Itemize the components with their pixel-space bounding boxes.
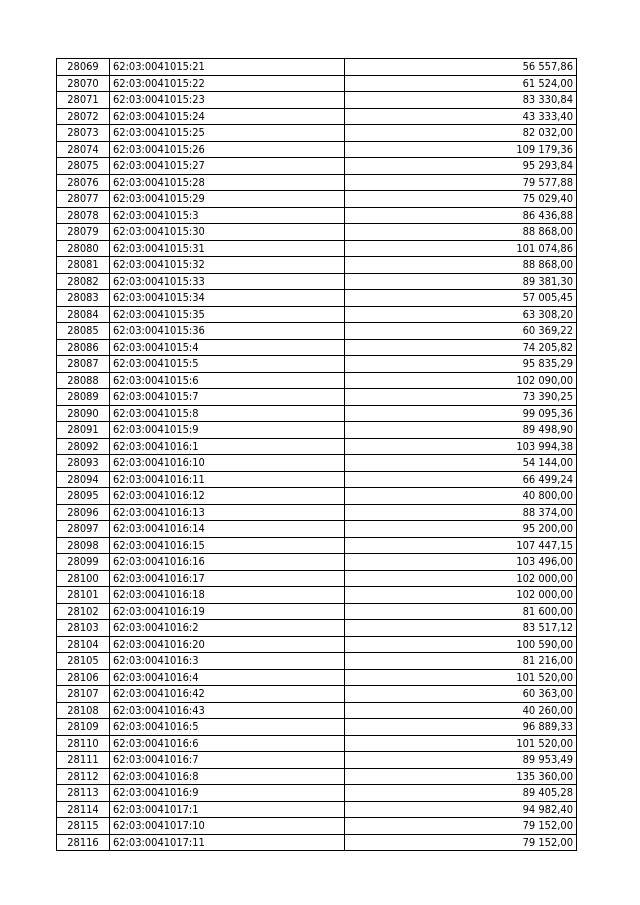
cadastral-value-cell: 88 868,00	[345, 224, 577, 241]
table-row	[57, 356, 577, 373]
cadastral-number-cell: 62:03:0041017:10	[110, 818, 345, 835]
cadastral-value-cell: 89 498,90	[345, 422, 577, 439]
cadastral-value-cell: 107 447,15	[345, 537, 577, 554]
table-row	[57, 306, 577, 323]
cadastral-number-cell: 62:03:0041015:27	[110, 158, 345, 175]
cadastral-value-cell: 81 600,00	[345, 603, 577, 620]
cadastral-number-cell: 62:03:0041016:12	[110, 488, 345, 505]
table-body	[57, 59, 577, 851]
cadastral-number-cell: 62:03:0041016:5	[110, 719, 345, 736]
table-row	[57, 752, 577, 769]
cadastral-value-cell: 101 520,00	[345, 669, 577, 686]
cadastral-number-cell: 62:03:0041015:34	[110, 290, 345, 307]
table-row	[57, 653, 577, 670]
cadastral-number-cell: 62:03:0041016:17	[110, 570, 345, 587]
table-row	[57, 686, 577, 703]
cadastral-value-cell: 95 200,00	[345, 521, 577, 538]
row-number-cell: 28102	[57, 603, 110, 620]
table-row	[57, 174, 577, 191]
row-number-cell: 28071	[57, 92, 110, 109]
cadastral-number-cell: 62:03:0041016:15	[110, 537, 345, 554]
cadastral-value-cell: 60 363,00	[345, 686, 577, 703]
table-row	[57, 224, 577, 241]
row-number-cell: 28073	[57, 125, 110, 142]
cadastral-value-cell: 89 381,30	[345, 273, 577, 290]
cadastral-number-cell: 62:03:0041016:10	[110, 455, 345, 472]
table-row	[57, 59, 577, 76]
table-row	[57, 504, 577, 521]
cadastral-value-cell: 56 557,86	[345, 59, 577, 76]
cadastral-value-cell: 82 032,00	[345, 125, 577, 142]
row-number-cell: 28094	[57, 471, 110, 488]
row-number-cell: 28101	[57, 587, 110, 604]
table-row	[57, 818, 577, 835]
cadastral-value-cell: 74 205,82	[345, 339, 577, 356]
cadastral-number-cell: 62:03:0041015:36	[110, 323, 345, 340]
cadastral-number-cell: 62:03:0041015:7	[110, 389, 345, 406]
row-number-cell: 28074	[57, 141, 110, 158]
cadastral-number-cell: 62:03:0041015:26	[110, 141, 345, 158]
cadastral-value-cell: 83 330,84	[345, 92, 577, 109]
row-number-cell: 28112	[57, 768, 110, 785]
cadastral-number-cell: 62:03:0041015:29	[110, 191, 345, 208]
row-number-cell: 28104	[57, 636, 110, 653]
cadastral-number-cell: 62:03:0041016:42	[110, 686, 345, 703]
cadastral-value-cell: 103 994,38	[345, 438, 577, 455]
cadastral-value-cell: 66 499,24	[345, 471, 577, 488]
cadastral-number-cell: 62:03:0041016:9	[110, 785, 345, 802]
row-number-cell: 28081	[57, 257, 110, 274]
table-row	[57, 372, 577, 389]
cadastral-value-cell: 79 577,88	[345, 174, 577, 191]
cadastral-value-cell: 103 496,00	[345, 554, 577, 571]
table-row	[57, 455, 577, 472]
cadastral-number-cell: 62:03:0041015:6	[110, 372, 345, 389]
cadastral-value-cell: 61 524,00	[345, 75, 577, 92]
cadastral-value-cell: 40 800,00	[345, 488, 577, 505]
cadastral-value-cell: 94 982,40	[345, 801, 577, 818]
row-number-cell: 28077	[57, 191, 110, 208]
row-number-cell: 28089	[57, 389, 110, 406]
row-number-cell: 28092	[57, 438, 110, 455]
table-row	[57, 471, 577, 488]
table-row	[57, 636, 577, 653]
cadastral-value-cell: 75 029,40	[345, 191, 577, 208]
table-row	[57, 768, 577, 785]
row-number-cell: 28083	[57, 290, 110, 307]
row-number-cell: 28080	[57, 240, 110, 257]
row-number-cell: 28103	[57, 620, 110, 637]
row-number-cell: 28087	[57, 356, 110, 373]
cadastral-number-cell: 62:03:0041015:24	[110, 108, 345, 125]
cadastral-value-cell: 73 390,25	[345, 389, 577, 406]
cadastral-number-cell: 62:03:0041015:22	[110, 75, 345, 92]
cadastral-number-cell: 62:03:0041016:3	[110, 653, 345, 670]
row-number-cell: 28078	[57, 207, 110, 224]
row-number-cell: 28088	[57, 372, 110, 389]
table-row	[57, 554, 577, 571]
cadastral-value-cell: 95 835,29	[345, 356, 577, 373]
table-row	[57, 158, 577, 175]
row-number-cell: 28097	[57, 521, 110, 538]
row-number-cell: 28069	[57, 59, 110, 76]
cadastral-value-cell: 102 090,00	[345, 372, 577, 389]
cadastral-number-cell: 62:03:0041016:16	[110, 554, 345, 571]
table-row	[57, 290, 577, 307]
row-number-cell: 28105	[57, 653, 110, 670]
cadastral-value-cell: 96 889,33	[345, 719, 577, 736]
row-number-cell: 28072	[57, 108, 110, 125]
cadastral-number-cell: 62:03:0041016:1	[110, 438, 345, 455]
cadastral-number-cell: 62:03:0041015:4	[110, 339, 345, 356]
cadastral-number-cell: 62:03:0041016:8	[110, 768, 345, 785]
cadastral-number-cell: 62:03:0041015:21	[110, 59, 345, 76]
cadastral-value-cell: 79 152,00	[345, 818, 577, 835]
cadastral-value-cell: 102 000,00	[345, 570, 577, 587]
cadastral-value-cell: 99 095,36	[345, 405, 577, 422]
cadastral-number-cell: 62:03:0041016:13	[110, 504, 345, 521]
row-number-cell: 28111	[57, 752, 110, 769]
cadastral-value-cell: 43 333,40	[345, 108, 577, 125]
cadastral-value-cell: 57 005,45	[345, 290, 577, 307]
table-row	[57, 669, 577, 686]
table-row	[57, 240, 577, 257]
table-row	[57, 801, 577, 818]
cadastral-value-cell: 40 260,00	[345, 702, 577, 719]
table-row	[57, 339, 577, 356]
cadastral-value-cell: 63 308,20	[345, 306, 577, 323]
table-row	[57, 438, 577, 455]
table-row	[57, 603, 577, 620]
row-number-cell: 28113	[57, 785, 110, 802]
cadastral-number-cell: 62:03:0041016:2	[110, 620, 345, 637]
table-row	[57, 323, 577, 340]
cadastral-value-cell: 101 520,00	[345, 735, 577, 752]
table-row	[57, 257, 577, 274]
table-row	[57, 422, 577, 439]
cadastral-number-cell: 62:03:0041015:25	[110, 125, 345, 142]
table-row	[57, 785, 577, 802]
cadastral-value-cell: 88 374,00	[345, 504, 577, 521]
table-row	[57, 521, 577, 538]
row-number-cell: 28070	[57, 75, 110, 92]
table-row	[57, 735, 577, 752]
cadastral-number-cell: 62:03:0041015:3	[110, 207, 345, 224]
row-number-cell: 28075	[57, 158, 110, 175]
cadastral-number-cell: 62:03:0041015:33	[110, 273, 345, 290]
cadastral-number-cell: 62:03:0041016:18	[110, 587, 345, 604]
table-row	[57, 75, 577, 92]
cadastral-value-cell: 109 179,36	[345, 141, 577, 158]
row-number-cell: 28107	[57, 686, 110, 703]
row-number-cell: 28096	[57, 504, 110, 521]
cadastral-number-cell: 62:03:0041016:14	[110, 521, 345, 538]
cadastral-value-cell: 54 144,00	[345, 455, 577, 472]
row-number-cell: 28110	[57, 735, 110, 752]
cadastral-number-cell: 62:03:0041015:23	[110, 92, 345, 109]
cadastral-number-cell: 62:03:0041016:6	[110, 735, 345, 752]
cadastral-number-cell: 62:03:0041015:9	[110, 422, 345, 439]
row-number-cell: 28116	[57, 834, 110, 851]
cadastral-number-cell: 62:03:0041015:32	[110, 257, 345, 274]
row-number-cell: 28095	[57, 488, 110, 505]
row-number-cell: 28082	[57, 273, 110, 290]
cadastral-value-cell: 95 293,84	[345, 158, 577, 175]
cadastral-number-cell: 62:03:0041016:11	[110, 471, 345, 488]
row-number-cell: 28091	[57, 422, 110, 439]
table-row	[57, 719, 577, 736]
table-row	[57, 405, 577, 422]
row-number-cell: 28114	[57, 801, 110, 818]
cadastral-value-cell: 60 369,22	[345, 323, 577, 340]
row-number-cell: 28079	[57, 224, 110, 241]
table-row	[57, 570, 577, 587]
cadastral-value-cell: 79 152,00	[345, 834, 577, 851]
table-row	[57, 191, 577, 208]
table-row	[57, 141, 577, 158]
cadastral-number-cell: 62:03:0041015:8	[110, 405, 345, 422]
table-row	[57, 273, 577, 290]
table-row	[57, 587, 577, 604]
row-number-cell: 28093	[57, 455, 110, 472]
cadastral-number-cell: 62:03:0041016:20	[110, 636, 345, 653]
cadastral-value-cell: 83 517,12	[345, 620, 577, 637]
cadastral-number-cell: 62:03:0041015:31	[110, 240, 345, 257]
row-number-cell: 28108	[57, 702, 110, 719]
row-number-cell: 28084	[57, 306, 110, 323]
row-number-cell: 28099	[57, 554, 110, 571]
table-row	[57, 207, 577, 224]
table-row	[57, 488, 577, 505]
cadastral-number-cell: 62:03:0041017:1	[110, 801, 345, 818]
table-row	[57, 389, 577, 406]
row-number-cell: 28100	[57, 570, 110, 587]
table-row	[57, 537, 577, 554]
row-number-cell: 28098	[57, 537, 110, 554]
cadastral-number-cell: 62:03:0041015:35	[110, 306, 345, 323]
cadastral-value-cell: 101 074,86	[345, 240, 577, 257]
table-row	[57, 834, 577, 851]
cadastral-value-cell: 86 436,88	[345, 207, 577, 224]
cadastral-number-cell: 62:03:0041015:5	[110, 356, 345, 373]
row-number-cell: 28085	[57, 323, 110, 340]
row-number-cell: 28115	[57, 818, 110, 835]
cadastral-value-cell: 81 216,00	[345, 653, 577, 670]
cadastral-value-cell: 135 360,00	[345, 768, 577, 785]
cadastral-number-cell: 62:03:0041016:4	[110, 669, 345, 686]
cadastral-number-cell: 62:03:0041017:11	[110, 834, 345, 851]
cadastral-value-table	[56, 58, 577, 851]
cadastral-number-cell: 62:03:0041015:30	[110, 224, 345, 241]
cadastral-value-cell: 100 590,00	[345, 636, 577, 653]
row-number-cell: 28086	[57, 339, 110, 356]
row-number-cell: 28090	[57, 405, 110, 422]
cadastral-value-cell: 89 405,28	[345, 785, 577, 802]
table-row	[57, 125, 577, 142]
cadastral-value-cell: 88 868,00	[345, 257, 577, 274]
row-number-cell: 28106	[57, 669, 110, 686]
row-number-cell: 28076	[57, 174, 110, 191]
cadastral-number-cell: 62:03:0041015:28	[110, 174, 345, 191]
cadastral-value-cell: 89 953,49	[345, 752, 577, 769]
cadastral-number-cell: 62:03:0041016:19	[110, 603, 345, 620]
table-row	[57, 108, 577, 125]
cadastral-value-cell: 102 000,00	[345, 587, 577, 604]
table-row	[57, 92, 577, 109]
row-number-cell: 28109	[57, 719, 110, 736]
table-row	[57, 702, 577, 719]
cadastral-number-cell: 62:03:0041016:7	[110, 752, 345, 769]
cadastral-number-cell: 62:03:0041016:43	[110, 702, 345, 719]
table-row	[57, 620, 577, 637]
